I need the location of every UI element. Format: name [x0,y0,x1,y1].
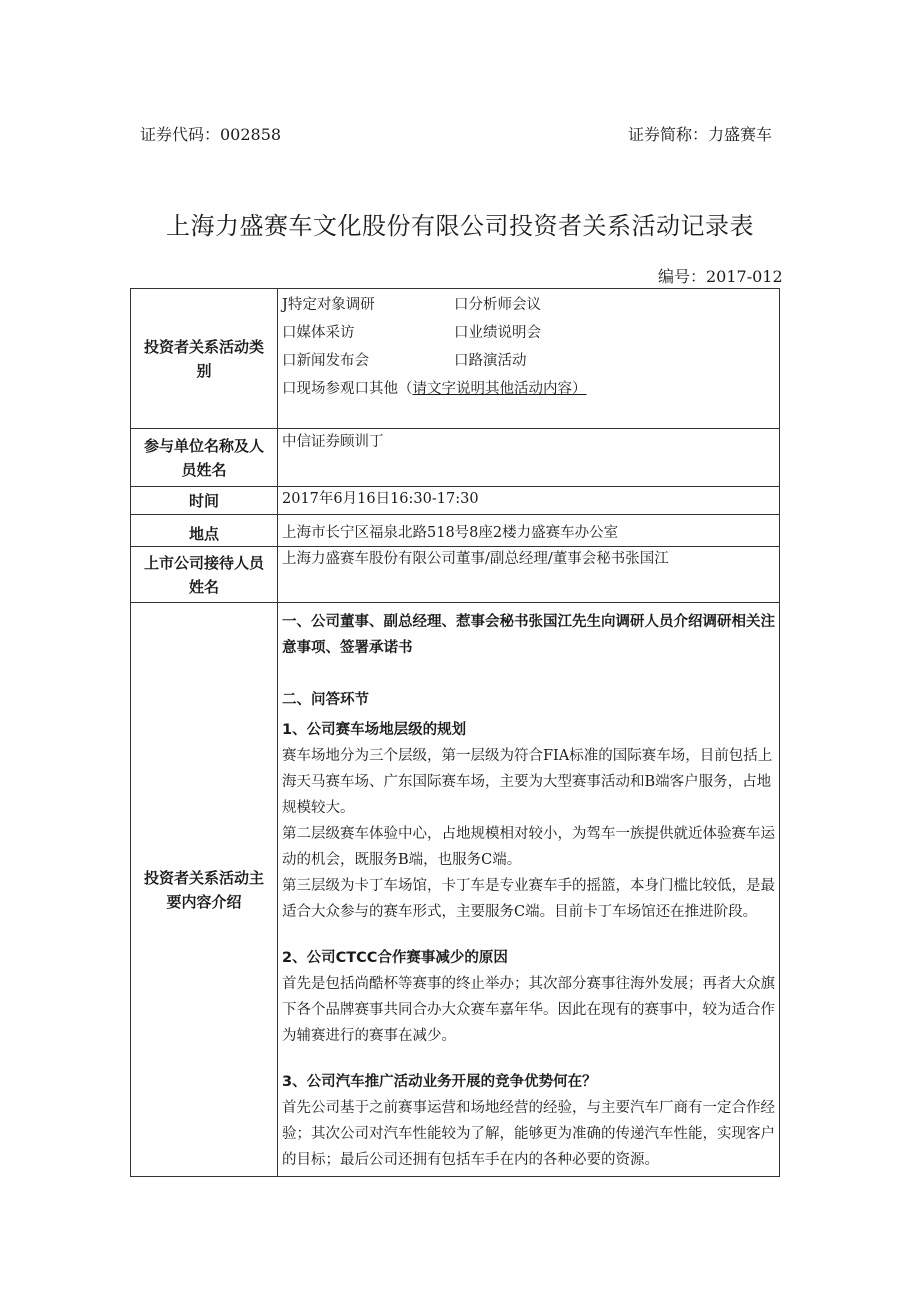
option-row [282,291,775,319]
answer-3: 首先公司基于之前赛事运营和场地经营的经验，与主要汽车厂商有一定合作经验；其次公司对汽车性能较为了解，能够更为准确的传递汽车性能，实现客户的目标；最后公司还拥有包括车手在内的各种必要的资源。 [282,1100,775,1168]
checkbox-option[interactable]: 口路演活动 [454,353,527,369]
record-table [130,288,780,1177]
receptionist-label: 上市公司接待人员姓名 [131,547,278,603]
question-2: 2、公司CTCC合作赛事减少的原因 [282,950,508,966]
activity-type-label: 投资者关系活动类别 [131,289,278,429]
answer-1-paragraph: 赛车场地分为三个层级，第一层级为符合FIA标准的国际赛车场，目前包括上海天马赛车场、广东国际赛车场，主要为大型赛事活动和B端客户服务，占地规模较大。 [282,748,773,816]
answer-1-paragraph: 第三层级为卡丁车场馆，卡丁车是专业赛车手的摇篮，本身门槛比较低，是最适合大众参与的赛车形式，主要服务C端。目前卡丁车场馆还在推进阶段。 [282,878,775,920]
activity-type-options [278,289,780,429]
option-row [282,347,775,375]
location-value: 上海市长宁区福泉北路518号8座2楼力盛赛车办公室 [278,515,780,547]
answer-2: 首先是包括尚酷杯等赛事的终止举办；其次部分赛事往海外发展；再者大众旗下各个品牌赛事共同合办大众赛车嘉年华。因此在现有的赛事中，较为适合作为辅赛进行的赛事在减少。 [282,976,775,1044]
location-label: 地点 [131,515,278,547]
content-label: 投资者关系活动主要内容介绍 [131,603,278,1177]
serial-number: 编号：2017-012 [658,267,783,286]
checkbox-option[interactable]: 口媒体采访 [282,325,355,341]
participants-value: 中信证券顾训丁 [278,429,780,487]
section-intro: 一、公司董事、副总经理、惹事会秘书张国江先生向调研人员介绍调研相关注意事项、签署承诺书 [282,614,775,656]
option-row-other [282,375,775,403]
checkbox-option-other[interactable]: 口现场参观口其他（ [282,381,413,397]
stock-code: 证券代码：002858 [140,125,282,144]
checkbox-option[interactable]: 口分析师会议 [454,297,541,313]
checkbox-option[interactable]: 口新闻发布会 [282,353,369,369]
section-qa: 二、问答环节 [282,692,369,708]
checkbox-option[interactable]: J特定对象调研 [282,297,375,313]
question-1: 1、公司赛车场地层级的规划 [282,722,467,738]
other-note: 请文字说明其他活动内容） [412,381,587,397]
participants-label: 参与单位名称及人员姓名 [131,429,278,487]
stock-short-name: 证券简称：力盛赛车 [628,125,773,144]
time-label: 时间 [131,487,278,515]
checkbox-option[interactable]: 口业绩说明会 [454,325,541,341]
question-3: 3、公司汽车推广活动业务开展的竞争优势何在？ [282,1074,597,1090]
content-body [278,603,780,1177]
time-value: 2017年6月16日16:30-17:30 [278,487,780,515]
page-title: 上海力盛赛车文化股份有限公司投资者关系活动记录表 [166,212,754,240]
answer-1-paragraph: 第二层级赛车体验中心，占地规模相对较小，为驾车一族提供就近体验赛车运动的机会，既服务B端，也服务C端。 [282,826,775,868]
receptionist-value: 上海力盛赛车股份有限公司董事/副总经理/董事会秘书张国江 [278,547,780,603]
option-row [282,319,775,347]
